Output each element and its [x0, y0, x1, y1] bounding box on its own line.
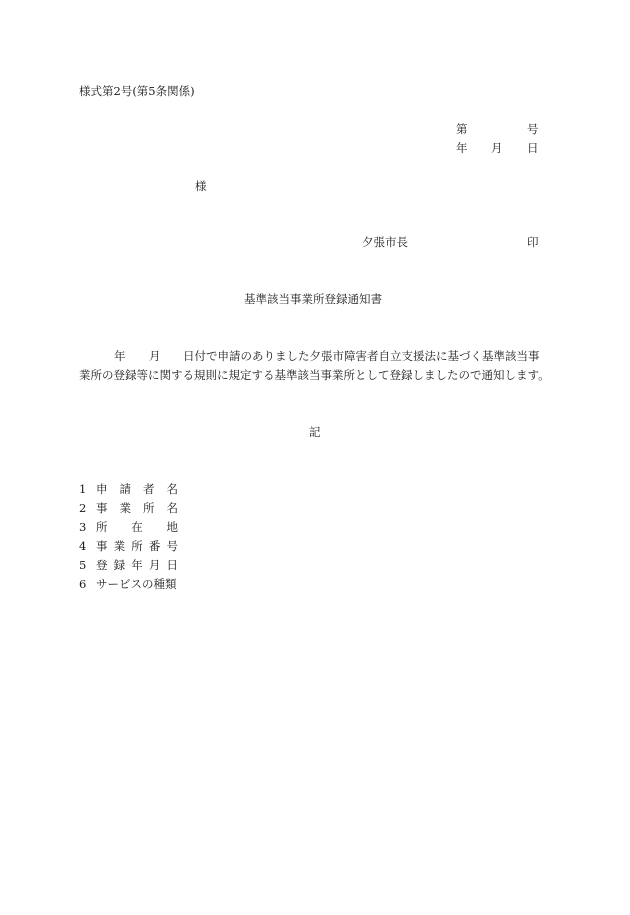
seal-mark: 印 [527, 235, 539, 249]
item-office-number: 事 業 所 番 号 [96, 539, 178, 553]
addressee-suffix: 様 [195, 179, 207, 193]
item-office-name: 事 業 所 名 [96, 501, 178, 515]
form-number-label: 様式第2号(第5条関係) [79, 84, 195, 98]
document-title: 基準該当事業所登録通知書 [244, 292, 382, 306]
number-prefix: 第 [456, 122, 468, 136]
date-day: 日 [527, 141, 539, 155]
issuer-title: 夕張市長 [362, 235, 408, 249]
ki-heading: 記 [309, 425, 321, 439]
number-suffix: 号 [527, 122, 539, 136]
item-number: 2 [79, 501, 87, 515]
item-applicant-name: 申 請 者 名 [96, 482, 178, 496]
item-registration-date: 登 録 年 月 日 [96, 558, 178, 572]
item-service-type: サービスの種類 [96, 577, 177, 591]
date-year: 年 [456, 141, 468, 155]
item-number: 6 [79, 577, 87, 591]
body-line2: 業所の登録等に関する規則に規定する基準該当事業所として登録しましたので通知します。 [79, 368, 550, 382]
body-year: 年 [114, 349, 126, 363]
item-number: 4 [79, 539, 87, 553]
item-number: 5 [79, 558, 87, 572]
item-number: 1 [79, 482, 87, 496]
date-month: 月 [491, 141, 503, 155]
item-location: 所 在 地 [96, 520, 178, 534]
body-line1: 日付で申請のありました夕張市障害者自立支援法に基づく基準該当事 [183, 349, 540, 363]
item-number: 3 [79, 520, 87, 534]
body-month: 月 [149, 349, 161, 363]
